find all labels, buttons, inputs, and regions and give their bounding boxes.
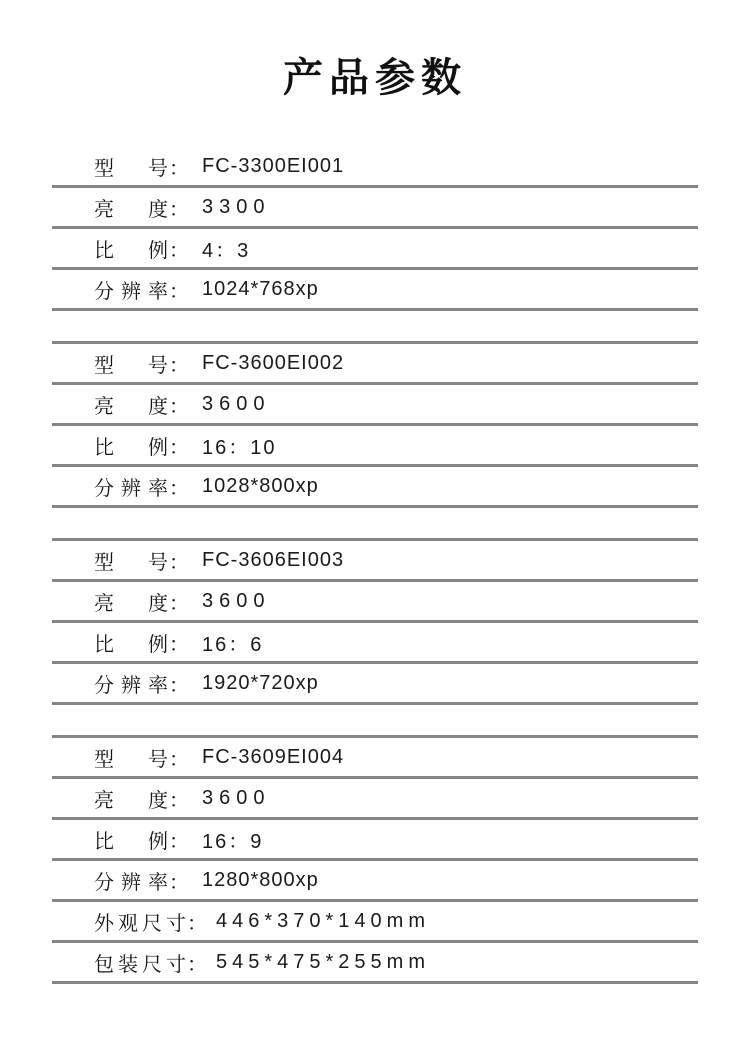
spec-label: 型号 [94,157,168,180]
spec-row-resolution [52,467,698,508]
spec-value: FC-3606EI003 [202,548,345,571]
spec-colon: ： [187,912,207,935]
spec-colon: ： [169,354,189,377]
spec-label: 比例 [94,633,168,656]
spec-row-model [52,344,698,385]
spec-value: 3600 [202,392,271,415]
spec-row-ratio [52,229,698,270]
spec-value: 16：10 [202,436,277,459]
spec-label: 型号 [94,748,168,771]
spec-colon: ： [169,830,189,853]
spec-row-resolution [52,270,698,311]
spec-label: 亮度 [94,789,168,812]
spec-row-package-dimensions [52,943,698,984]
spec-row-brightness [52,779,698,820]
product-section-1 [52,147,698,311]
spec-label: 比例 [94,830,168,853]
product-section-3 [52,538,698,705]
spec-label: 比例 [94,436,168,459]
spec-row-resolution [52,664,698,705]
spec-value: 1920*720xp [202,671,319,694]
spec-value: 545*475*255mm [216,950,430,973]
spec-colon: ： [169,477,189,500]
spec-label: 亮度 [94,592,168,615]
spec-label: 外观尺寸 [94,912,186,935]
spec-colon: ： [169,674,189,697]
spec-row-model [52,541,698,582]
spec-value: FC-3600EI002 [202,351,345,374]
spec-colon: ： [169,280,189,303]
spec-row-model [52,738,698,779]
spec-value: 3600 [202,786,271,809]
spec-value: FC-3300EI001 [202,154,345,177]
spec-label: 分辨率 [94,871,168,894]
spec-value: 4：3 [202,239,251,262]
spec-colon: ： [169,633,189,656]
spec-value: 1280*800xp [202,868,319,891]
product-section-2 [52,341,698,508]
spec-row-brightness [52,385,698,426]
spec-colon: ： [169,551,189,574]
spec-value: 3300 [202,195,271,218]
spec-colon: ： [169,748,189,771]
spec-row-resolution [52,861,698,902]
spec-sheet [52,147,698,984]
spec-label: 型号 [94,354,168,377]
spec-colon: ： [187,953,207,976]
spec-label: 包装尺寸 [94,953,186,976]
spec-label: 分辨率 [94,280,168,303]
spec-label: 分辨率 [94,674,168,697]
spec-label: 亮度 [94,198,168,221]
spec-row-brightness [52,188,698,229]
spec-row-ratio [52,820,698,861]
spec-colon: ： [169,592,189,615]
spec-colon: ： [169,157,189,180]
spec-value: 446*370*140mm [216,909,430,932]
spec-value: 16：6 [202,633,264,656]
spec-colon: ： [169,871,189,894]
spec-value: FC-3609EI004 [202,745,345,768]
spec-colon: ： [169,436,189,459]
spec-value: 1024*768xp [202,277,319,300]
spec-colon: ： [169,198,189,221]
spec-colon: ： [169,789,189,812]
spec-value: 16：9 [202,830,264,853]
spec-label: 分辨率 [94,477,168,500]
spec-label: 亮度 [94,395,168,418]
spec-row-product-dimensions [52,902,698,943]
spec-label: 比例 [94,239,168,262]
spec-row-ratio [52,426,698,467]
spec-row-model [52,147,698,188]
spec-colon: ： [169,239,189,262]
page-title: 产品参数 [283,56,467,100]
spec-row-ratio [52,623,698,664]
spec-value: 3600 [202,589,271,612]
spec-label: 型号 [94,551,168,574]
spec-colon: ： [169,395,189,418]
spec-value: 1028*800xp [202,474,319,497]
product-section-4 [52,735,698,984]
spec-row-brightness [52,582,698,623]
